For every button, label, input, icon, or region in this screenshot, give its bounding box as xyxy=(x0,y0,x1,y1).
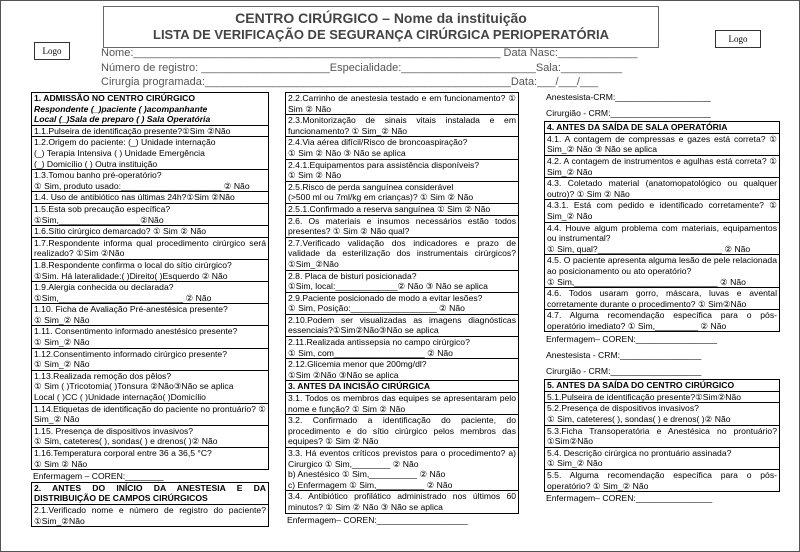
item-5-4-line-2: ① Sim_② Não xyxy=(547,458,603,469)
section-4-title: 4. ANTES DA SAÍDA DE SALA OPERATÓRIA xyxy=(545,122,779,134)
field-registry-row[interactable]: Número de registro: _____________________Especialidade:______________________Sala:__________ xyxy=(101,61,623,74)
item-2-4-line-1: 2.4.Via aérea difícil/Risco de broncoaspiração? xyxy=(288,137,468,148)
anesthetist-crm-1[interactable]: Anestesista-CRM:____________________ xyxy=(546,92,711,102)
item-1-2-line-1: 1.2.Origem do paciente: (_) Unidade internação xyxy=(34,137,216,148)
item-1-12[interactable] xyxy=(32,349,268,371)
item-2-11-line-1: 2.11.Realizada antissepsia no campo cirúrgico? xyxy=(288,337,470,348)
item-1-11-line-2: ① Sim_② Não xyxy=(34,337,90,348)
item-2-3[interactable]: 2.3.Monitorização de sinais vitais instalada e em funcionamento? ① Sim_② Não xyxy=(288,115,516,136)
item-2-8-line-1: 2.8. Placa de bisturi posicionada? xyxy=(288,270,417,281)
location-line: Local (_)Sala de preparo ( ) Sala Operatória xyxy=(34,114,211,125)
item-4-7[interactable]: 4.7. Alguma recomendação específica para o pós-operatório imediato? ① Sim,_________ ② Não xyxy=(547,310,777,331)
item-1-15-line-2: ① Sim, cateteres( ), sondas( ) e drenos( )② Não xyxy=(34,436,218,447)
item-2-5-1[interactable]: 2.5.1.Confirmado a reserva sanguínea ① Sim ② Não xyxy=(286,204,518,216)
item-4-4-line-1: 4.4. Houve algum problema com materiais, equipamentos ou instrumental? xyxy=(547,222,777,244)
logo-right: Logo xyxy=(715,30,761,48)
item-4-5-line-2: ① Sim,______________________________ ② Não xyxy=(547,276,746,287)
item-4-5[interactable] xyxy=(545,255,779,288)
item-1-1[interactable]: 1.1.Pulseira de identificação presente?①Sim ②Não xyxy=(32,126,268,138)
column-1 xyxy=(31,92,269,527)
section-2-box xyxy=(31,482,269,527)
item-1-12-line-1: 1.12.Consentimento informado cirúrgico presente? xyxy=(34,348,227,359)
item-1-5-line-2: ①Sim,_________________②Não xyxy=(34,214,164,225)
item-1-13-line-3: Local ( )CC ( )Unidade internação( )Domicílio xyxy=(34,392,206,403)
item-3-4[interactable]: 3.4. Antibiótico profilático administrado nos últimos 60 minutos? ① Sim ② Não ③ Não se aplica xyxy=(288,491,516,512)
respondent-line: Respondente (_)paciente ( )acompanhante xyxy=(34,103,208,114)
item-3-3-line-2: b) Anestésico ① Sim,__________ ② Não xyxy=(288,469,446,480)
item-2-5-line-2: (>500 ml ou 7ml/kg em crianças)? ① Sim ② Não xyxy=(288,192,474,203)
item-2-12-line-2: ①Sim ②Não ③Não se aplica xyxy=(288,369,399,380)
item-1-8-line-2: ①Sim. Há lateralidade:( )Direito( )Esquerdo ② Não xyxy=(34,270,228,281)
item-5-5[interactable]: 5.5. Alguma recomendação específica para o pós-operatório? ① Sim_② Não xyxy=(547,470,777,491)
item-5-2-line-1: 5.2.Presença de dispositivos invasivos? xyxy=(547,403,699,414)
nursing-coren-2[interactable]: Enfermagem– COREN:___________________ xyxy=(287,514,468,525)
section-4-box xyxy=(544,121,780,332)
surgeon-crm-4[interactable]: Cirurgião - CRM:___________________ xyxy=(546,365,702,376)
item-3-1[interactable]: 3.1. Todos os membros das equipes se apresentaram pelo nome e função? ① Sim ② Não xyxy=(288,393,516,414)
item-1-13-line-1: 1.13.Realizada remoção dos pêlos? xyxy=(34,370,172,381)
item-2-12-line-1: 2.12.Glicemia menor que 200mg/dl? xyxy=(288,359,427,370)
item-2-5[interactable] xyxy=(286,182,518,204)
item-2-11[interactable] xyxy=(286,337,518,359)
section-1-header xyxy=(32,93,268,126)
item-1-8-line-1: 1.8.Respondente confirma o local do sítio cirúrgico? xyxy=(34,259,232,270)
item-4-4-line-2: ① Sim, qual?__________________________ ② Não xyxy=(547,243,751,254)
item-5-4[interactable] xyxy=(545,448,779,470)
item-1-10-line-2: ① Sim_② Não xyxy=(34,314,90,325)
item-1-4[interactable]: 1.4. Uso de antibiótico nas últimas 24h?①Sim ②Não xyxy=(32,192,268,204)
item-2-4-1-line-1: 2.4.1.Equipamentos para assistência disponíveis? xyxy=(288,159,480,170)
item-2-2[interactable]: 2.2.Carrinho de anestesia testado e em funcionamento? ① Sim ② Não xyxy=(288,93,516,114)
item-1-3-line-2: ① Sim, produto usado:_____________________ ② Não xyxy=(34,180,250,191)
item-2-4[interactable] xyxy=(286,137,518,159)
item-1-5-line-1: 1.5.Esta sob precaução específica? xyxy=(34,203,171,214)
nursing-coren-5[interactable]: Enfermagem– COREN:________________ xyxy=(546,493,713,504)
item-2-12[interactable] xyxy=(286,359,518,381)
item-2-10[interactable]: 2.10.Podem ser visualizadas as imagens diagnósticas essenciais?①Sim②Não③Não se aplica xyxy=(288,314,516,336)
item-3-3-line-1: 3.3. Há eventos críticos previstos para o procedimento? a) Cirurgico ① Sim,________ ② Não xyxy=(288,448,516,469)
item-1-9-line-2: ①Sim,__________________________ ② Não xyxy=(34,292,212,303)
item-2-8-line-2: ①Sim, local:_____________② Não ③ Não se aplica xyxy=(288,281,488,292)
nursing-coren-1[interactable]: Enfermagem – COREN:________ xyxy=(33,471,164,482)
section-5-box xyxy=(544,379,780,492)
item-5-2-line-2: ① Sim, cateteres( ), sondas( ) e drenos( )② Não xyxy=(547,414,731,425)
item-1-3-line-1: 1.3.Tomou banho pré-operatório? xyxy=(34,170,162,181)
item-1-15[interactable] xyxy=(32,426,268,448)
section-5-title: 5. ANTES DA SAÍDA DO CENTRO CIRÚRGICO xyxy=(545,380,779,392)
nursing-coren-4[interactable]: Enfermagem– COREN:_________________ xyxy=(546,334,718,345)
item-1-16[interactable] xyxy=(32,448,268,469)
item-5-4-line-1: 5.4. Descrição cirúrgica no prontuário assinada? xyxy=(547,447,732,458)
title-box xyxy=(103,6,659,48)
item-1-2-line-2: (_) Terapia Intensiva ( ) Unidade Emergência xyxy=(34,147,205,158)
item-3-2[interactable]: 3.2. Confirmado a identificação do paciente, do procedimento e do sítio cirúrgico pelos membros das equipes? ① Sim ② Não xyxy=(288,415,516,447)
item-4-4[interactable] xyxy=(545,223,779,256)
item-1-5[interactable] xyxy=(32,204,268,226)
item-1-16-line-1: 1.16.Temperatura corporal entre 36 a 36,5 °C? xyxy=(34,448,212,458)
field-surgery-row[interactable]: Cirurgia programada:__________________________________________________Data:___/___/___ xyxy=(101,76,599,88)
item-1-3[interactable] xyxy=(32,170,268,192)
section-3-title: 3. ANTES DA INCISÃO CIRÚRGICA xyxy=(286,381,518,393)
title-line-2: LISTA DE VERIFICAÇÃO DE SEGURANÇA CIRÚRGICA PERIOPERATÓRIA xyxy=(153,27,609,42)
section-2-title: 2. ANTES DO INÍCIO DA ANESTESIA E DA DISTRIBUIÇÃO DE CAMPOS CIRÚRGICOS xyxy=(34,482,266,504)
column-2 xyxy=(285,92,519,525)
item-1-10-line-1: 1.10. Ficha de Avaliação Pré-anestésica presente? xyxy=(34,304,228,315)
item-1-9-line-1: 1.9.Alergia conhecida ou declarada? xyxy=(34,282,174,293)
section-2-continued-box xyxy=(285,92,519,514)
item-5-1[interactable]: 5.1.Pulseira de identificação presente?①Sim②Não xyxy=(545,392,779,404)
item-2-11-line-2: ① Sim, com___________________ ② Não xyxy=(288,347,453,358)
item-2-4-1-line-2: ① Sim ② Não xyxy=(288,170,342,181)
section-1-box xyxy=(31,92,269,470)
patient-fields xyxy=(101,46,699,90)
title-line-1: CENTRO CIRÚRGICO – Nome da instituição xyxy=(235,10,527,26)
item-4-5-line-1: 4.5. O paciente apresenta alguma lesão de pele relacionada ao posicionamento ou ato operatório? xyxy=(547,255,777,276)
section-1-title: 1. ADMISSÃO NO CENTRO CIRÚRGICO xyxy=(34,93,196,103)
item-4-3-1[interactable]: 4.3.1. Está com pedido e identificado corretamente? ① Sim_② Não xyxy=(547,200,777,221)
item-1-14[interactable]: 1.14.Etiquetas de identificação do paciente no prontuário? ① Sim_② Não xyxy=(34,403,266,425)
item-1-9[interactable] xyxy=(32,282,268,304)
item-2-8[interactable] xyxy=(286,271,518,293)
anesthetist-crm-4[interactable]: Anestesista - CRM:_________________ xyxy=(546,350,702,361)
item-1-2-line-3: (_) Domicílio ( ) Outra instituição xyxy=(34,158,158,169)
item-2-6[interactable]: 2.6. Os materiais e insumos necessários estão todos presentes? ① Sim ② Não qual? xyxy=(288,215,516,237)
item-1-11-line-1: 1.11. Consentimento informado anestésico presente? xyxy=(34,326,238,337)
item-4-2[interactable]: 4.2. A contagem de instrumentos e agulhas está correta? ① Sim_② Não xyxy=(547,155,777,177)
item-1-13[interactable] xyxy=(32,371,268,404)
item-1-15-line-1: 1.15. Presença de dispositivos invasivos? xyxy=(34,425,194,436)
item-4-3[interactable]: 4.3. Coletado material (anatomopatológico ou qualquer outro)? ① Sim ② Não xyxy=(547,178,777,199)
item-4-1[interactable]: 4.1. A contagem de compressas e gazes está correta? ① Sim_② Não ③ Não se aplica xyxy=(547,133,777,155)
item-2-9-line-1: 2.9.Paciente posicionado de modo a evitar lesões? xyxy=(288,292,483,303)
item-1-16-line-2: ① Sim ② Não xyxy=(34,458,88,469)
field-name-row[interactable]: Nome:____________________________________________________________ Data Nasc:_____________ xyxy=(101,47,638,59)
item-1-12-line-2: ① Sim_② Não xyxy=(34,359,90,370)
item-1-11[interactable] xyxy=(32,326,268,348)
item-3-3-line-3: c) Enfermagem ① Sim,__________ ② Não xyxy=(288,479,453,490)
item-1-2[interactable] xyxy=(32,137,268,170)
item-5-2[interactable] xyxy=(545,403,779,425)
item-2-5-line-1: 2.5.Risco de perda sanguínea considerável xyxy=(288,181,454,192)
item-2-9-line-2: ① Sim, Posição:__________________ ② Não xyxy=(288,303,465,314)
item-1-13-line-2: ① Sim ( )Tricotomia( )Tonsura ②Não③Não se aplica xyxy=(34,381,234,392)
item-2-1[interactable]: 2.1.Verificado nome e número de registro do paciente? ①Sim_②Não xyxy=(34,504,266,526)
item-3-3[interactable] xyxy=(286,448,518,491)
item-2-4-line-2: ① Sim ② Não ③ Não se aplica xyxy=(288,147,406,158)
item-5-3[interactable]: 5.3.Ficha Transoperatória e Anestésica no prontuário?①Sim②Não xyxy=(547,425,777,447)
item-1-7[interactable]: 1.7.Respondente informa qual procedimento cirúrgico será realizado? ①Sim ②Não xyxy=(34,237,266,259)
logo-left: Logo xyxy=(34,42,70,60)
item-2-9[interactable] xyxy=(286,293,518,315)
surgeon-crm-1[interactable]: Cirurgião - CRM:_____________________ xyxy=(546,107,711,118)
item-1-6[interactable]: 1.6.Sítio cirúrgico demarcado? ① Sim ② Não xyxy=(32,226,268,238)
item-2-7[interactable]: 2.7.Verificado validação dos indicadores e prazo de validade da esterilização dos instrumentais cirúrgicos? ①Sim_②Não xyxy=(288,237,516,269)
item-2-4-1[interactable] xyxy=(286,160,518,182)
item-1-8[interactable] xyxy=(32,260,268,282)
item-1-10[interactable] xyxy=(32,304,268,326)
item-4-6[interactable]: 4.6. Todos usaram gorro, máscara, luvas e avental corretamente durante o procedimento? ① Sim②Não xyxy=(547,288,777,309)
column-3 xyxy=(544,92,780,504)
